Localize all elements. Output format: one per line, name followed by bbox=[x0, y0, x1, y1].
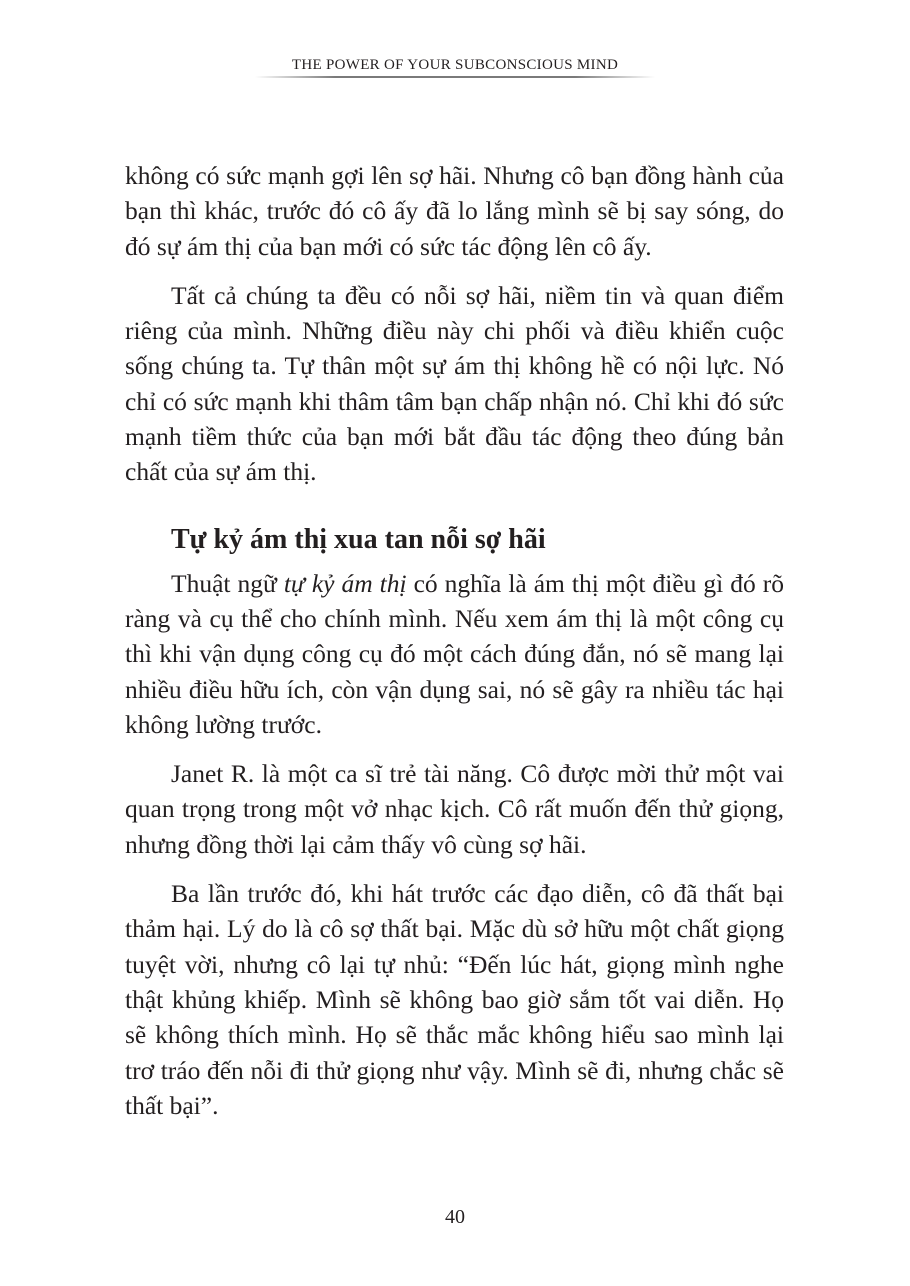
running-header bbox=[0, 56, 910, 78]
page-number: 40 bbox=[445, 1206, 465, 1228]
header-rule bbox=[255, 76, 655, 78]
paragraph-autosuggestion-definition bbox=[125, 566, 784, 742]
paragraph-continuation: không có sức mạnh gợi lên sợ hãi. Nhưng cô bạn đồng hành của bạn thì khác, trước đó cô ấy đã lo lắng mình sẽ bị say sóng, do đó sự ám thị của bạn mới có sức tác động lên cô ấy. bbox=[125, 161, 784, 261]
italic-term: tự kỷ ám thị bbox=[283, 568, 407, 598]
page-body bbox=[125, 158, 784, 1137]
section-heading: Tự kỷ ám thị xua tan nỗi sợ hãi bbox=[171, 523, 546, 555]
paragraph-janet-intro: Janet R. là một ca sĩ trẻ tài năng. Cô được mời thử một vai quan trọng trong một vở nhạc kịch. Cô rất muốn đến thử giọng, nhưng đồng thời lại cảm thấy vô cùng sợ hãi. bbox=[125, 759, 784, 859]
paragraph-janet-failures: Ba lần trước đó, khi hát trước các đạo diễn, cô đã thất bại thảm hại. Lý do là cô sợ thất bại. Mặc dù sở hữu một chất giọng tuyệt vời, nhưng cô lại tự nhủ: “Đến lúc hát, giọng mình nghe thật khủng khiếp. Mình sẽ không bao giờ sắm tốt vai diễn. Họ sẽ không thích mình. Họ sẽ thắc mắc không hiểu sao mình lại trơ tráo đến nỗi đi thử giọng như vậy. Mình sẽ đi, nhưng chắc sẽ thất bại”. bbox=[125, 879, 784, 1120]
paragraph-text-end: có nghĩa là ám thị một điều gì đó rõ ràng và cụ thể cho chính mình. Nếu xem ám thị là một công cụ thì khi vận dụng công cụ đó một cách đúng đắn, nó sẽ mang lại nhiều điều hữu ích, còn vận dụng sai, nó sẽ gây ra nhiều tác hại không lường trước. bbox=[125, 568, 784, 739]
paragraph-text-start: Thuật ngữ bbox=[171, 568, 284, 598]
running-title: THE POWER OF YOUR SUBCONSCIOUS MIND bbox=[291, 57, 619, 73]
paragraph-fears-beliefs: Tất cả chúng ta đều có nỗi sợ hãi, niềm tin và quan điểm riêng của mình. Những điều này chi phối và điều khiển cuộc sống chúng ta. Tự thân một sự ám thị không hề có nội lực. Nó chỉ có sức mạnh khi thâm tâm bạn chấp nhận nó. Chỉ khi đó sức mạnh tiềm thức của bạn mới bắt đầu tác động theo đúng bản chất của sự ám thị. bbox=[125, 280, 784, 487]
